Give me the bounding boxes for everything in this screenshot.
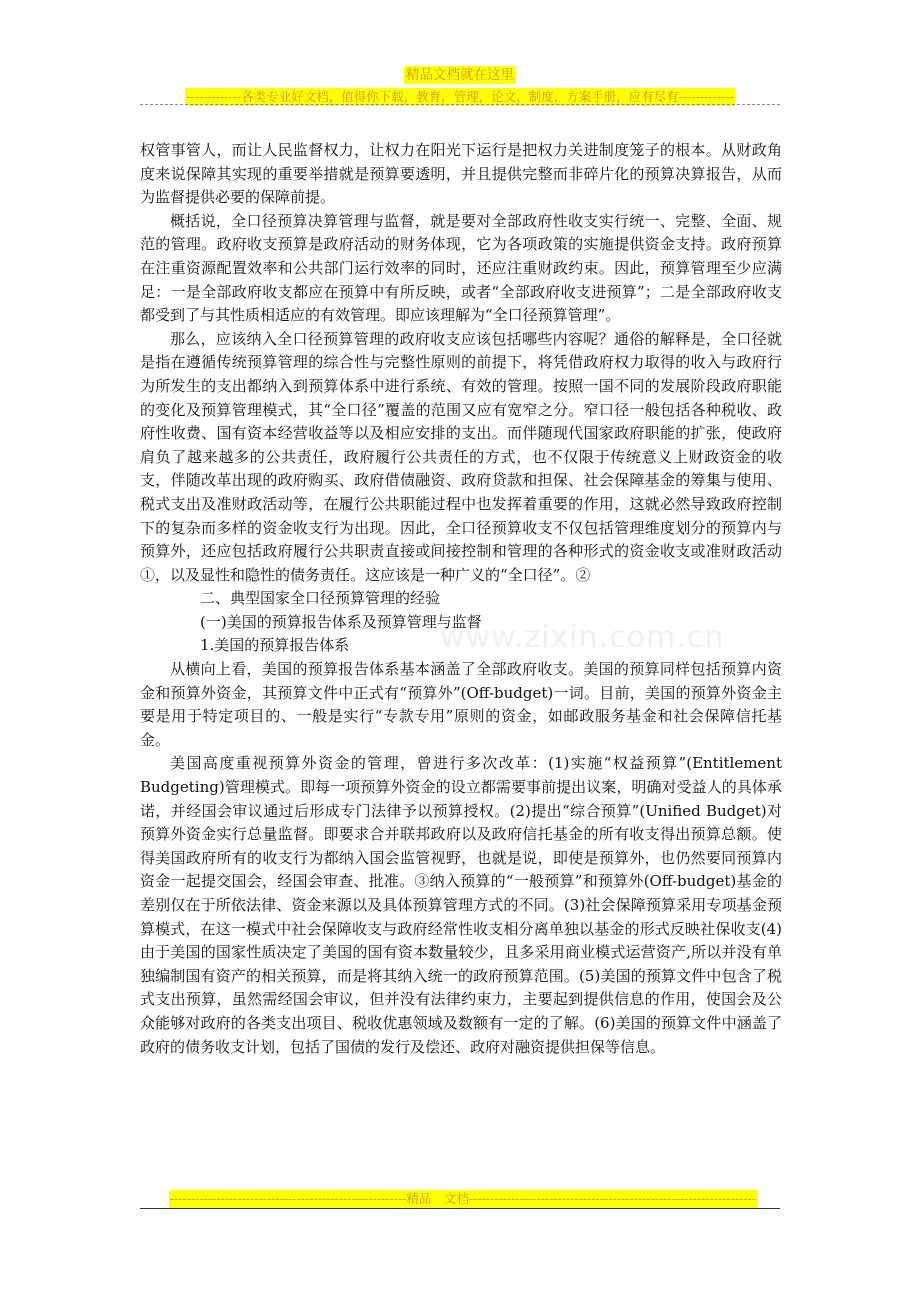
footer-text: --------------------------------------------------------精品 文档-------------------------------------------------------------------- <box>169 1191 757 1206</box>
page-header <box>140 64 780 106</box>
header-slogan-text: -------------各类专业好文档，值得你下载，教育，管理，论文，制度，方案手册，应有尽有------------- <box>186 89 734 104</box>
header-title <box>140 64 780 84</box>
header-slogan <box>140 86 780 106</box>
paragraph-3: 那么，应该纳入全口径预算管理的政府收支应该包括哪些内容呢？通俗的解释是，全口径就是指在遵循传统预算管理的综合性与完整性原则的前提下，将凭借政府权力取得的收入与政府行为所发生的支出都纳入到预算体系中进行系统、有效的管理。按照一国不同的发展阶段政府职能的变化及预算管理模式，其“全口径”覆盖的范围又应有宽窄之分。窄口径一般包括各种税收、政府性收费、国有资本经营收益等以及相应安排的支出。而伴随现代国家政府职能的扩张，使政府肩负了越来越多的公共责任，政府履行公共责任的方式，也不仅限于传统意义上财政资金的收支，伴随改革出现的政府购买、政府借债融资、政府贷款和担保、社会保障基金的筹集与使用、税式支出及准财政活动等，在履行公共职能过程中也发挥着重要的作用，这就必然导致政府控制下的复杂而多样的资金收支行为出现。因此，全口径预算收支不仅包括管理维度划分的预算内与预算外，还应包括政府履行公共职责直接或间接控制和管理的各种形式的资金收支或准财政活动①，以及显性和隐性的债务责任。这应该是一种广义的“全口径”。② <box>140 329 782 584</box>
header-divider <box>140 104 780 105</box>
footer-divider <box>140 1208 780 1209</box>
paragraph-5: 美国高度重视预算外资金的管理，曾进行多次改革：(1)实施“权益预算”(Entitlement Budgeting)管理模式。即每一项预算外资金的设立都需要事前提出议案，明确对受益人的具体承诺，并经国会审议通过后形成专门法律予以预算授权。(2)提出“综合预算”(Unified Budget)对预算外资金实行总量监督。即要求合并联邦政府以及政府信托基金的所有收支得出预算总额。使得美国政府所有的收支行为都纳入国会监管视野，也就是说，即使是预算外，也仍然要同预算内资金一起提交国会，经国会审查、批准。③纳入预算的“一般预算”和预算外(Off-budget)基金的差别仅在于所依法律、资金来源以及具体预算管理方式的不同。(3)社会保障预算采用专项基金预算模式，在这一模式中社会保障收支与政府经常性收支相分离单独以基金的形式反映社保收支(4)由于美国的国家性质决定了美国的国有资本数量较少，且多采用商业模式运营资产,所以并没有单独编制国有资产的相关预算，而是将其纳入统一的政府预算范围。(5)美国的预算文件中包含了税式支出预算，虽然需经国会审议，但并没有法律约束力，主要起到提供信息的作用，使国会及公众能够对政府的各类支出项目、税收优惠领域及数额有一定的了解。(6)美国的预算文件中涵盖了政府的债务收支计划，包括了国债的发行及偿还、政府对融资提供担保等信息。 <box>140 754 782 1056</box>
subsection-heading: (一)美国的预算报告体系及预算管理与监督 <box>200 612 482 631</box>
watermark: www.zixin.com.cn <box>440 620 725 655</box>
page-footer <box>160 1188 766 1208</box>
subsubsection-heading: 1.美国的预算报告体系 <box>200 636 350 655</box>
section-heading: 二、典型国家全口径预算管理的经验 <box>200 589 441 608</box>
paragraph-1: 权管事管人，而让人民监督权力，让权力在阳光下运行是把权力关进制度笼子的根本。从财政角度来说保障其实现的重要举措就是预算要透明，并且提供完整而非碎片化的预算决算报告，从而为监督提供必要的保障前提。 <box>140 141 782 207</box>
paragraph-4: 从横向上看，美国的预算报告体系基本涵盖了全部政府收支。美国的预算同样包括预算内资金和预算外资金，其预算文件中正式有“预算外”(Off-budget)一词。目前，美国的预算外资金主要是用于特定项目的、一般是实行“专款专用”原则的资金，如邮政服务基金和社会保障信托基金。 <box>140 660 782 749</box>
header-title-text: 精品文档就在这里 <box>406 67 514 83</box>
document-body <box>140 139 782 1059</box>
paragraph-2: 概括说，全口径预算决算管理与监督，就是要对全部政府性收支实行统一、完整、全面、规范的管理。政府收支预算是政府活动的财务体现，它为各项政策的实施提供资金支持。政府预算在注重资源配置效率和公共部门运行效率的同时，还应注重财政约束。因此，预算管理至少应满足：一是全部政府收支都应在预算中有所反映，或者“全部政府收支进预算”；二是全部政府收支都受到了与其性质相适应的有效管理。即应该理解为“全口径预算管理”。 <box>140 211 782 325</box>
